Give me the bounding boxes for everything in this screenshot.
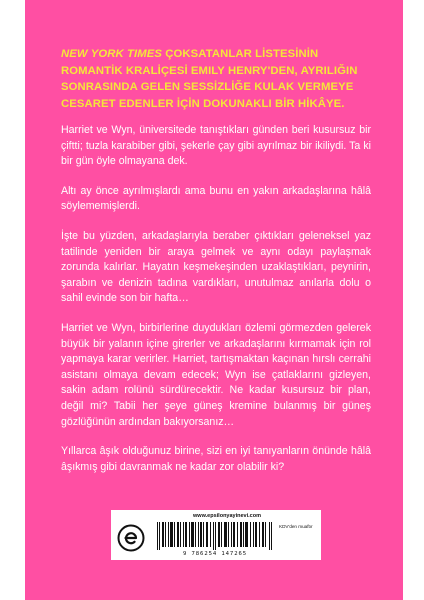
kdv-note: KDV'den muaftır <box>279 524 313 529</box>
blurb <box>61 123 371 489</box>
tagline <box>61 46 381 112</box>
blurb-paragraph: Harriet ve Wyn, üniversitede tanıştıkları günden beri kusursuz bir çiftti; tuzla karabiber gibi, şekerle çay gibi ayrılmaz bir ikiliydi. Ta ki bir gün öyle olmayana dek. <box>61 124 371 168</box>
blurb-paragraph: Altı ay önce ayrılmışlardı ama bunu en yakın arkadaşlarına hâlâ söylememişlerdi. <box>61 184 371 213</box>
publisher-logo-icon <box>117 524 145 552</box>
blurb-paragraph: Yıllarca âşık olduğunuz birine, sizi en iyi tanıyanların önünde hâlâ âşıkmış gibi davranmak ne kadar zor olabilir ki? <box>61 445 371 473</box>
isbn-number: 9 786254 147265 <box>182 551 248 557</box>
barcode-box <box>111 510 321 560</box>
back-cover <box>25 0 403 600</box>
barcode-icon <box>155 522 275 550</box>
tagline-text: ÇOKSATANLAR LİSTESİNİN ROMANTİK KRALİÇESİ EMILY HENRY'DEN, AYRILIĞIN SONRASINDA GELEN SESSİZLİĞE KULAK VERMEYE CESARET EDENLER İÇİN DOKUNAKLI BİR HİKÂYE. <box>61 48 358 110</box>
tagline-nyt: NEW YORK TIMES <box>61 48 162 60</box>
blurb-paragraph: Harriet ve Wyn, birbirlerine duydukları özlemi görmezden gelerek büyük bir yalanın içine girerler ve arkadaşlarını kırmamak için rol yapmaya karar verirler. Harriet, tartışmaktan kaçınan hırslı cerrahi asistanı olmaya devam edecek; Wyn ise çatlaklarını gizleyen, sakin adam rolünü sürdürecektir. Ne kadar kusursuz bir plan, değil mi? Tabii her şeye güneş kremine bulanmış bir güneş gözlüğünün ardından bakıyorsanız… <box>61 321 371 428</box>
blurb-paragraph: İşte bu yüzden, arkadaşlarıyla beraber çıktıkları geleneksel yaz tatilinde yeniden bir araya gelmek ve aynı odayı paylaşmak zorunda kalırlar. Hayatın keşmekeşinden uzaklaştıkları, peynirin, şarabın ve denizin tadına vardıkları, unutulmaz anılarla dolu o sahil evinde son bir hafta… <box>61 229 371 305</box>
publisher-url: www.epsilonyayinevi.com <box>193 513 261 519</box>
